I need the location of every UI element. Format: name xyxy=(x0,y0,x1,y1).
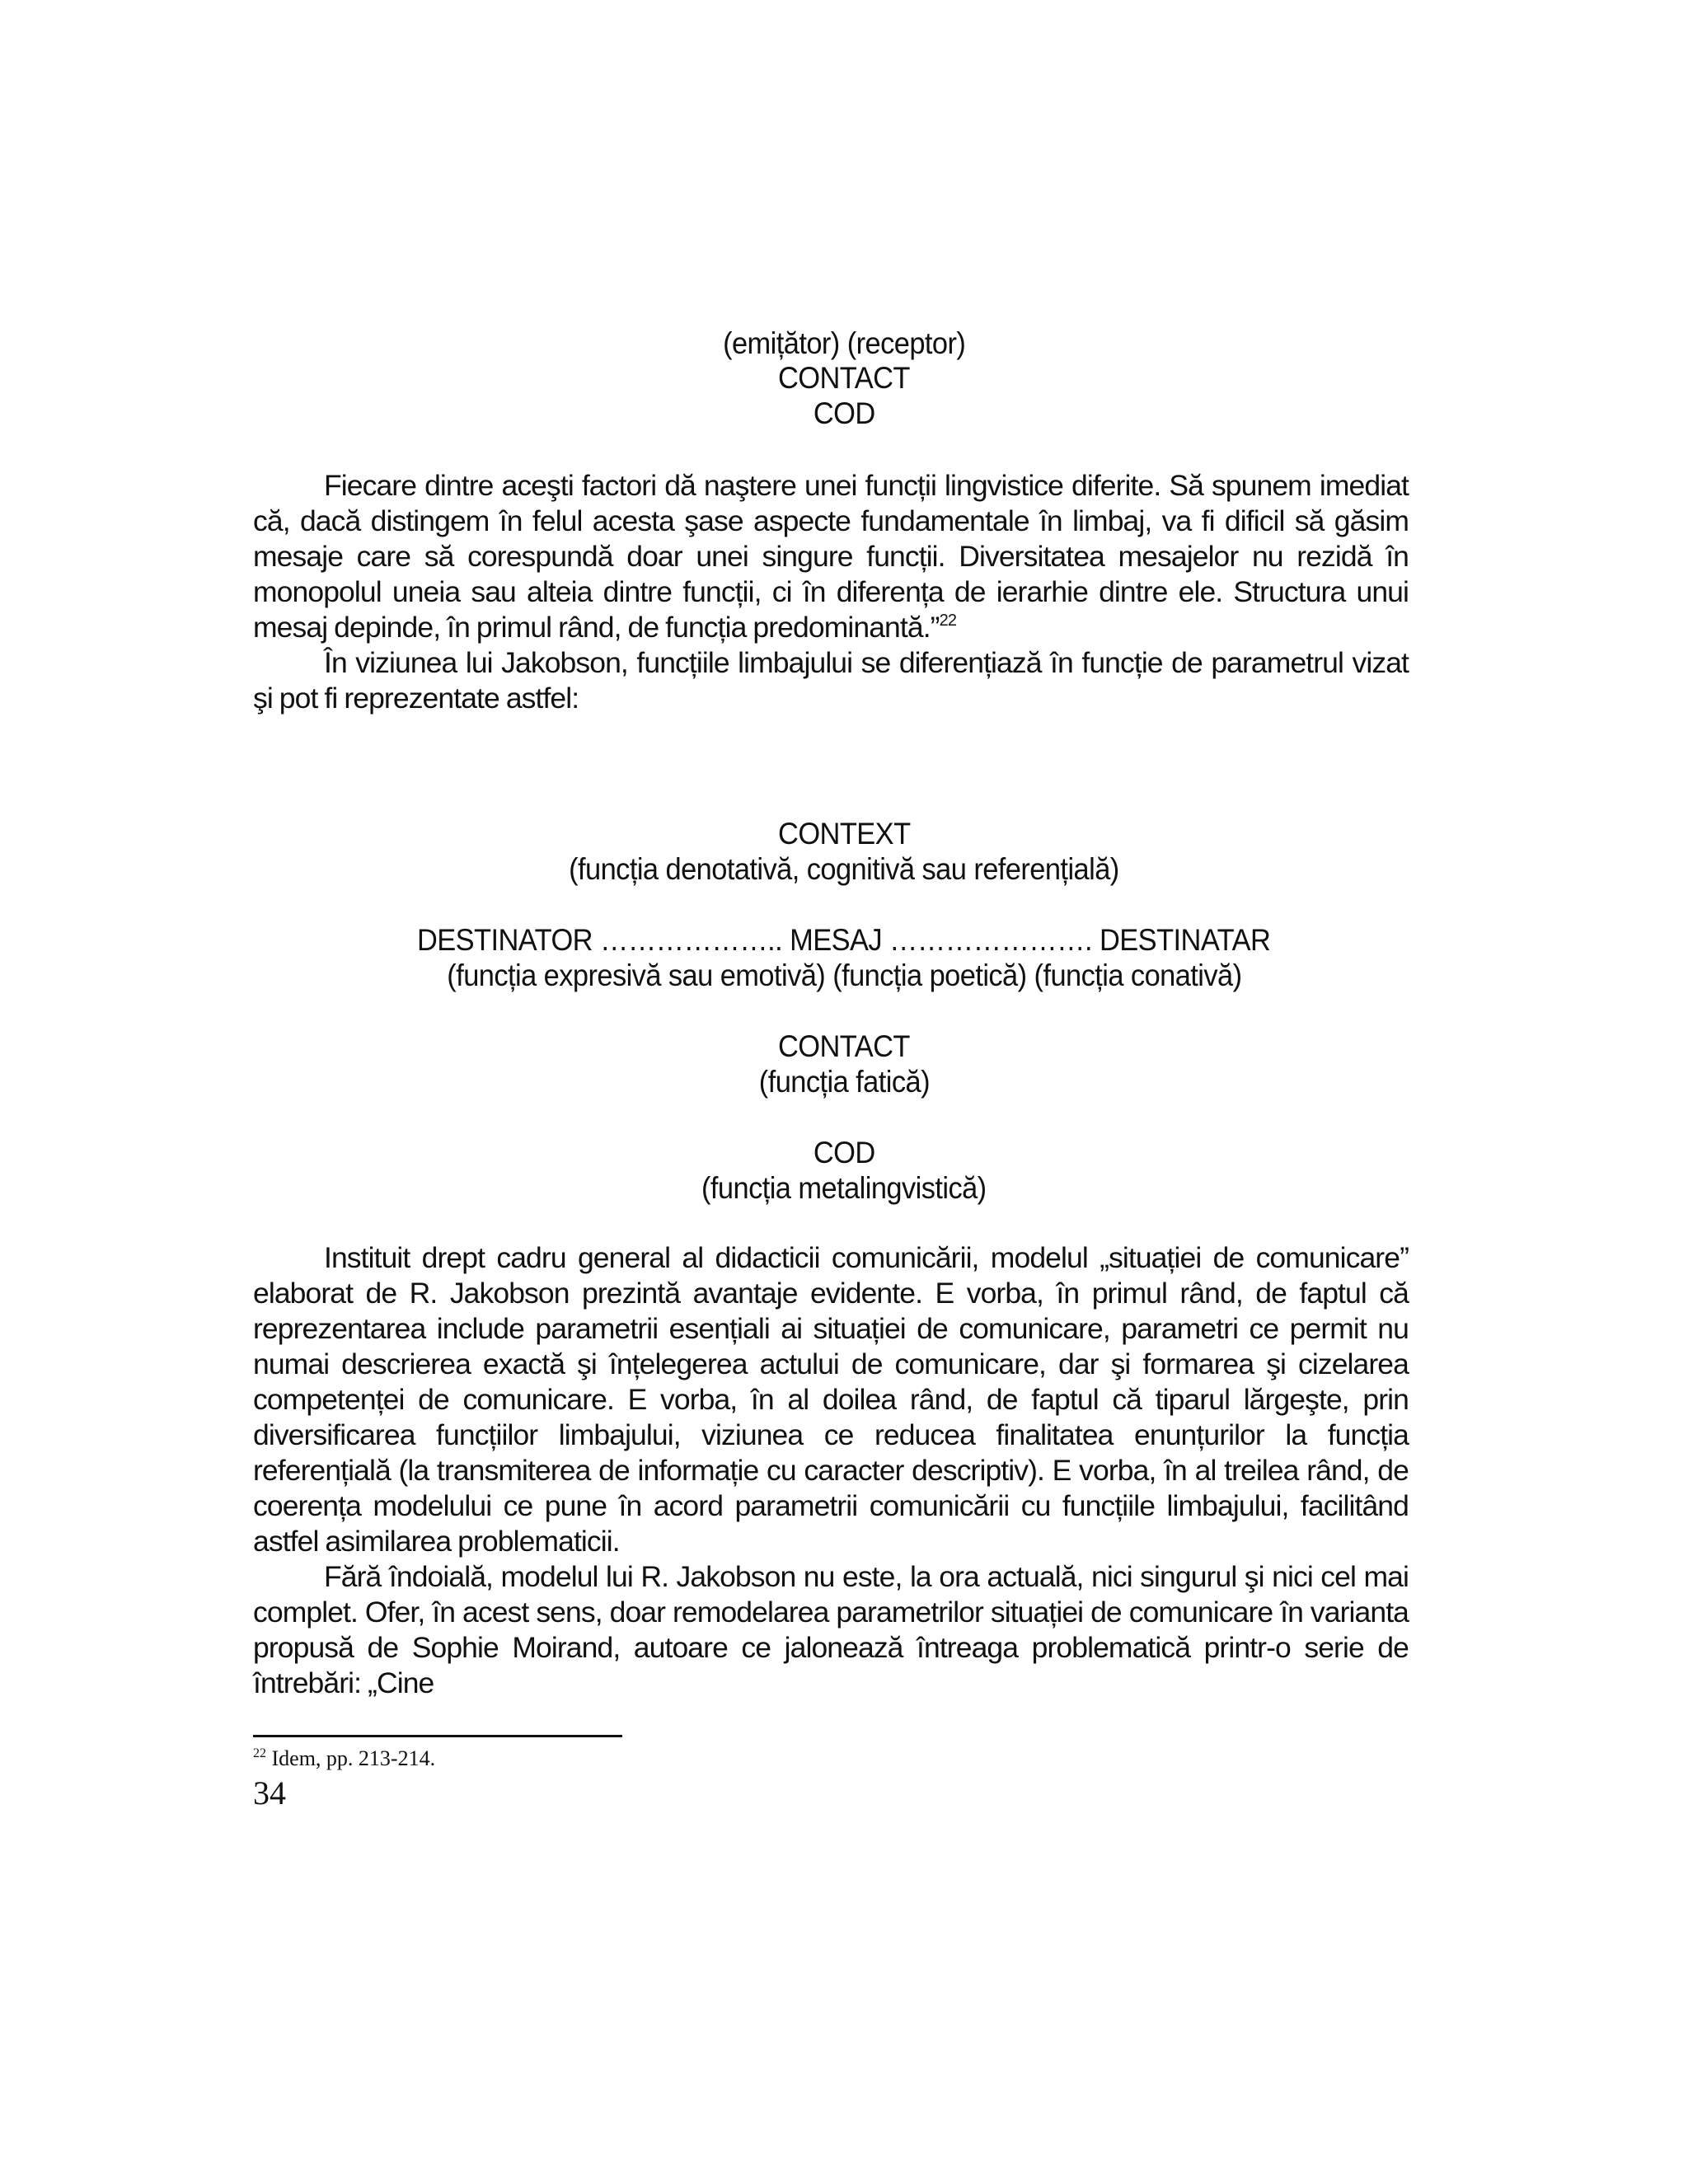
diagram-contact-label: CONTACT xyxy=(778,1029,910,1063)
schema-contact: CONTACT xyxy=(778,361,910,395)
paragraph-jakobson-view: În viziunea lui Jakobson, funcțiile limbajului se diferențiază în funcție de parametrul vizat şi pot fi reprezentate astfel: xyxy=(253,646,1409,715)
diagram-code-label: COD xyxy=(813,1136,875,1169)
page-number: 34 xyxy=(253,1774,286,1811)
footnote-22 xyxy=(253,1746,435,1772)
diagram-middle-line: DESTINATOR ……………….. MESAJ …………………. DESTINATAR xyxy=(417,923,1271,957)
footnote-separator xyxy=(253,1735,622,1737)
text-block-lower xyxy=(253,1240,1409,1701)
footnote-ref-22: 22 xyxy=(939,612,957,630)
diagram-context-label: CONTEXT xyxy=(777,817,911,851)
diagram-code-function: (funcția metalingvistică) xyxy=(701,1171,987,1205)
footnote-text: Idem, pp. 213-214. xyxy=(266,1746,436,1770)
diagram-context-function: (funcția denotativă, cognitivă sau referențială) xyxy=(569,852,1119,886)
schema-emitter-receptor: (emițător) (receptor) xyxy=(722,326,966,360)
footnote-number: 22 xyxy=(253,1746,266,1760)
diagram-contact-function: (funcția fatică) xyxy=(758,1065,930,1099)
paragraph-model-advantages: Instituit drept cadru general al didacticii comunicării, modelul „situației de comunicare” elaborat de R. Jakobson prezintă avantaje evidente. E vorba, în primul rând, de faptul că reprezentarea include parametrii esențiali ai situației de comunicare, parametri ce permit nu numai descrierea exactă şi înțelegerea actului de comunicare, dar şi formarea şi cizelarea competenței de comunicare. E vorba, în al doilea rând, de faptul că tiparul lărgeşte, prin diversificarea funcțiilor limbajului, viziunea ce reducea finalitatea enunțurilor la funcția referențială (la transmiterea de informație cu caracter descriptiv). E vorba, în al treilea rând, de coerența modelului ce pune în acord parametrii comunicării cu funcțiile limbajului, facilitând astfel asimilarea problematicii. xyxy=(253,1241,1409,1558)
paragraph-moirand: Fără îndoială, modelul lui R. Jakobson nu este, la ora actuală, nici singurul şi nici cel mai complet. Ofer, în acest sens, doar remodelarea parametrilor situației de comunicare în varianta propusă de Sophie Moirand, autoare ce jalonează întreaga problematică printr-o serie de întrebări: „Cine xyxy=(253,1560,1409,1699)
text-block-upper xyxy=(253,468,1409,716)
paragraph-functions-intro: Fiecare dintre aceşti factori dă naştere unei funcții lingvistice diferite. Să spunem imediat că, dacă distingem în felul acesta şase aspecte fundamentale în limbaj, va fi dificil să găsim mesaje care să corespundă doar unei singure funcții. Diversitatea mesajelor nu rezidă în monopolul uneia sau alteia dintre funcții, ci în diferența de ierarhie dintre ele. Structura unui mesaj depinde, în primul rând, de funcția predominantă.”$^{22}$ xyxy=(253,469,1409,644)
diagram-middle-functions: (funcția expresivă sau emotivă) (funcția poetică) (funcția conativă) xyxy=(446,958,1242,992)
schema-cod: COD xyxy=(813,396,875,430)
